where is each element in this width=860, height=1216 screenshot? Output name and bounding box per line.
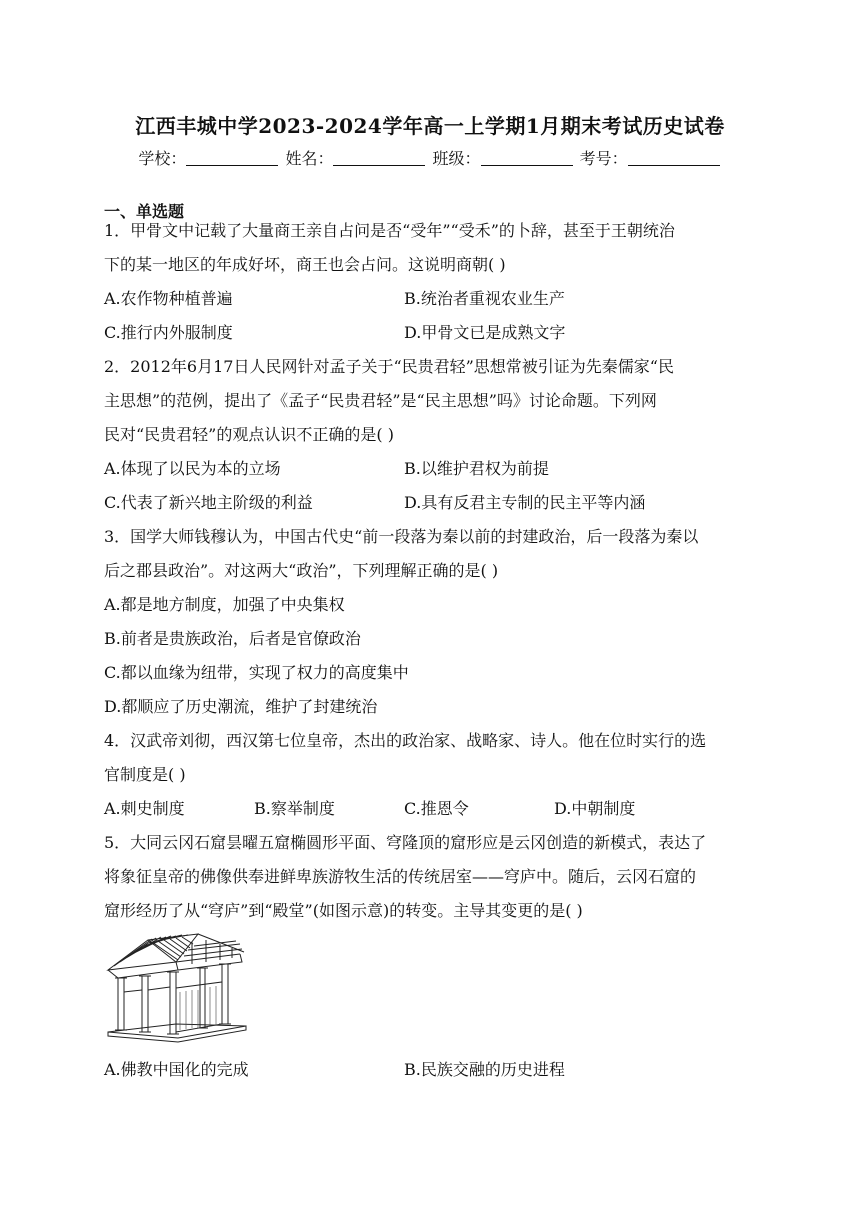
question-3-option-d[interactable]: D.都顺应了历史潮流，维护了封建统治 [104,697,378,716]
palace-hall-illustration [104,932,252,1044]
question-5-line-2: 将象征皇帝的佛像供奉进鲜卑族游牧生活的传统居室——穹庐中。随后，云冈石窟的 [104,867,697,886]
question-2-option-a[interactable]: A.体现了以民为本的立场 [104,459,281,478]
question-4-option-d[interactable]: D.中朝制度 [554,799,636,818]
question-2-option-b[interactable]: B.以维护君权为前提 [404,459,549,478]
question-5-option-a[interactable]: A.佛教中国化的完成 [104,1060,249,1079]
exam-no-label: 考号： [579,149,628,168]
school-label: 学校： [138,149,187,168]
question-1-option-b[interactable]: B.统治者重视农业生产 [404,289,565,308]
question-3-option-c[interactable]: C.都以血缘为纽带，实现了权力的高度集中 [104,663,409,682]
question-1-line-2: 下的某一地区的年成好坏，商王也会占问。这说明商朝( ) [104,255,506,274]
class-blank[interactable] [481,150,573,166]
exam-title: 江西丰城中学2023-2024学年高一上学期1月期末考试历史试卷 [135,114,725,138]
question-5-option-b[interactable]: B.民族交融的历史进程 [404,1060,565,1079]
question-4-option-a[interactable]: A.刺史制度 [104,799,185,818]
question-1-option-a[interactable]: A.农作物种植普遍 [104,289,233,308]
question-3-option-a[interactable]: A.都是地方制度，加强了中央集权 [104,595,345,614]
question-3-line-1: 3．国学大师钱穆认为，中国古代史“前一段落为秦以前的封建政治，后一段落为秦以 [104,527,699,546]
question-2-option-c[interactable]: C.代表了新兴地主阶级的利益 [104,493,313,512]
question-3-option-b[interactable]: B.前者是贵族政治，后者是官僚政治 [104,629,361,648]
name-blank[interactable] [333,150,425,166]
name-label: 姓名： [285,149,334,168]
question-4-line-2: 官制度是( ) [104,765,186,784]
question-4-option-c[interactable]: C.推恩令 [404,799,469,818]
section-title: 一、单选题 [104,202,185,221]
school-blank[interactable] [186,150,278,166]
class-label: 班级： [432,149,481,168]
question-5-line-1: 5．大同云冈石窟昙曜五窟椭圆形平面、穹隆顶的窟形应是云冈创造的新模式，表达了 [104,833,707,852]
question-5-line-3: 窟形经历了从“穹庐”到“殿堂”(如图示意)的转变。主导其变更的是( ) [104,901,583,920]
question-1-line-1: 1．甲骨文中记载了大量商王亲自占问是否“受年”“受禾”的卜辞，甚至于王朝统治 [104,221,675,240]
question-1-option-d[interactable]: D.甲骨文已是成熟文字 [404,323,566,342]
question-2-line-2: 主思想”的范例，提出了《孟子“民贵君轻”是“民主思想”吗》讨论命题。下列网 [104,391,657,410]
question-3-line-2: 后之郡县政治”。对这两大“政治”，下列理解正确的是( ) [104,561,499,580]
question-2-line-3: 民对“民贵君轻”的观点认识不正确的是( ) [104,425,394,444]
question-2-line-1: 2．2012年6月17日人民网针对孟子关于“民贵君轻”思想常被引证为先秦儒家“民 [104,357,674,376]
student-info-line [0,146,860,169]
question-1-option-c[interactable]: C.推行内外服制度 [104,323,233,342]
question-2-option-d[interactable]: D.具有反君主专制的民主平等内涵 [404,493,646,512]
question-4-option-b[interactable]: B.察举制度 [254,799,335,818]
question-4-line-1: 4．汉武帝刘彻，西汉第七位皇帝，杰出的政治家、战略家、诗人。他在位时实行的选 [104,731,707,750]
exam-no-blank[interactable] [628,150,720,166]
